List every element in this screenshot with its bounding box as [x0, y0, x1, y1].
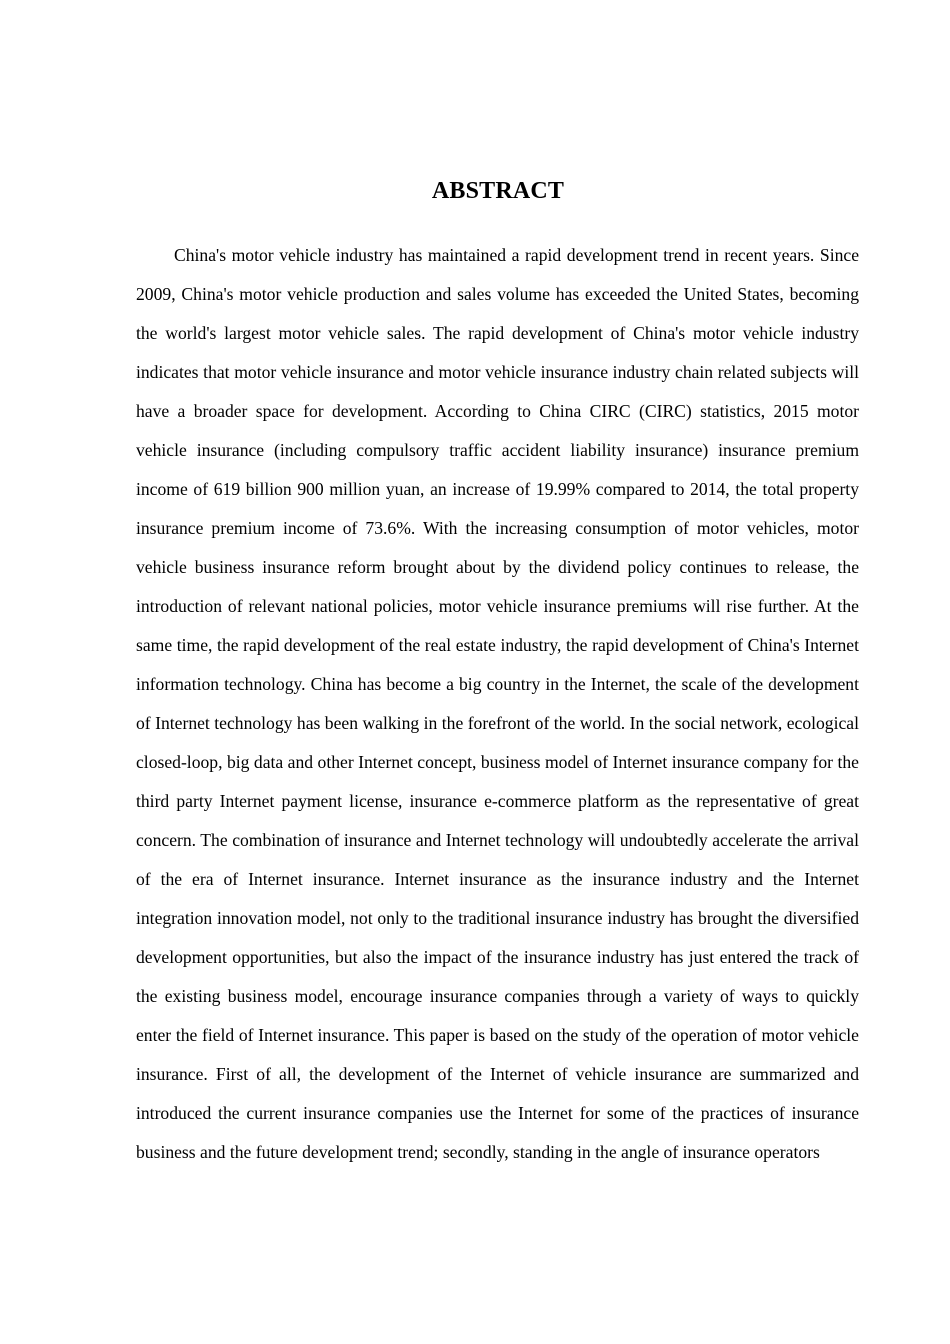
abstract-paragraph: China's motor vehicle industry has maintained a rapid development trend in recent years. Since 2009, China's motor vehicle production and sales volume has exceeded the United States, becoming the world's largest motor vehicle sales. The rapid development of China's motor vehicle industry indicates that motor vehicle insurance and motor vehicle insurance industry chain related subjects will have a broader space for development. According to China CIRC (CIRC) statistics, 2015 motor vehicle insurance (including compulsory traffic accident liability insurance) insurance premium income of 619 billion 900 million yuan, an increase of 19.99% compared to 2014, the total property insurance premium income of 73.6%. With the increasing consumption of motor vehicles, motor vehicle business insurance reform brought about by the dividend policy continues to release, the introduction of relevant national policies, motor vehicle insurance premiums will rise further. At the same time, the rapid development of the real estate industry, the rapid development of China's Internet information technology. China has become a big country in the Internet, the scale of the development of Internet technology has been walking in the forefront of the world. In the social network, ecological closed-loop, big data and other Internet concept, business model of Internet insurance company for the third party Internet payment license, insurance e-commerce platform as the representative of great concern. The combination of insurance and Internet technology will undoubtedly accelerate the arrival of the era of Internet insurance. Internet insurance as the insurance industry and the Internet integration innovation model, not only to the traditional insurance industry has brought the diversified development opportunities, but also the impact of the insurance industry has just entered the track of the existing business model, encourage insurance companies through a variety of ways to quickly enter the field of Internet insurance. This paper is based on the study of the operation of motor vehicle insurance. First of all, the development of the Internet of vehicle insurance are summarized and introduced the current insurance companies use the Internet for some of the practices of insurance business and the future development trend; secondly, standing in the angle of insurance operators [136, 245, 859, 1162]
abstract-title: ABSTRACT [431, 178, 565, 204]
